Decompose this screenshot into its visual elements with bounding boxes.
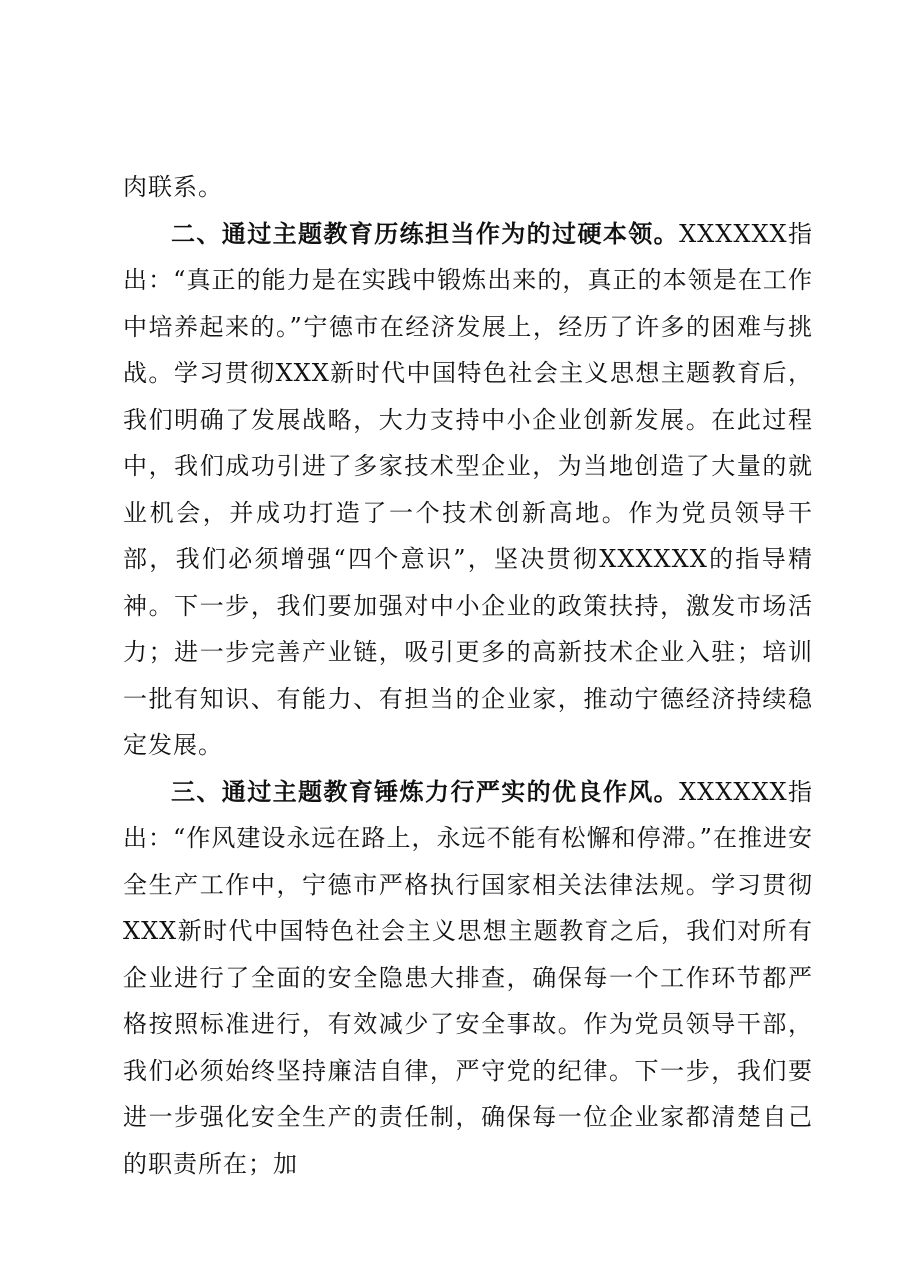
paragraph-text: 肉联系。 — [123, 173, 223, 201]
section-heading-2: 二、通过主题教育历练担当作为的过硬本领。 — [171, 219, 680, 248]
section-heading-3: 三、通过主题教育锤炼力行严实的优良作风。 — [171, 777, 680, 806]
paragraph-section-3 — [123, 769, 813, 1188]
paragraph-section-2 — [123, 211, 813, 769]
paragraph-text: XXXXXX指出：“真正的能力是在实践中锻炼出来的，真正的本领是在工作中培养起来的。”宁德市在经济发展上，经历了许多的困难与挑战。学习贯彻XXX新时代中国特色社会主义思想主题教育后，我们明确了发展战略，大力支持中小企业创新发展。在此过程中，我们成功引进了多家技术型企业，为当地创造了大量的就业机会，并成功打造了一个技术创新高地。作为党员领导干部，我们必须增强“四个意识”，坚决贯彻XXXXXX的指导精神。下一步，我们要加强对中小企业的政策扶持，激发市场活力；进一步完善产业链，吸引更多的高新技术企业入驻；培训一批有知识、有能力、有担当的企业家，推动宁德经济持续稳定发展。 — [123, 219, 814, 759]
document-body — [123, 164, 813, 1187]
paragraph-continuation — [123, 164, 813, 211]
paragraph-text: XXXXXX指出：“作风建设永远在路上，永远不能有松懈和停滞。”在推进安全生产工作中，宁德市严格执行国家相关法律法规。学习贯彻XXX新时代中国特色社会主义思想主题教育之后，我们对所有企业进行了全面的安全隐患大排查，确保每一个工作环节都严格按照标准进行，有效减少了安全事故。作为党员领导干部，我们必须始终坚持廉洁自律，严守党的纪律。下一步，我们要进一步强化安全生产的责任制，确保每一位企业家都清楚自己的职责所在；加 — [123, 777, 814, 1178]
